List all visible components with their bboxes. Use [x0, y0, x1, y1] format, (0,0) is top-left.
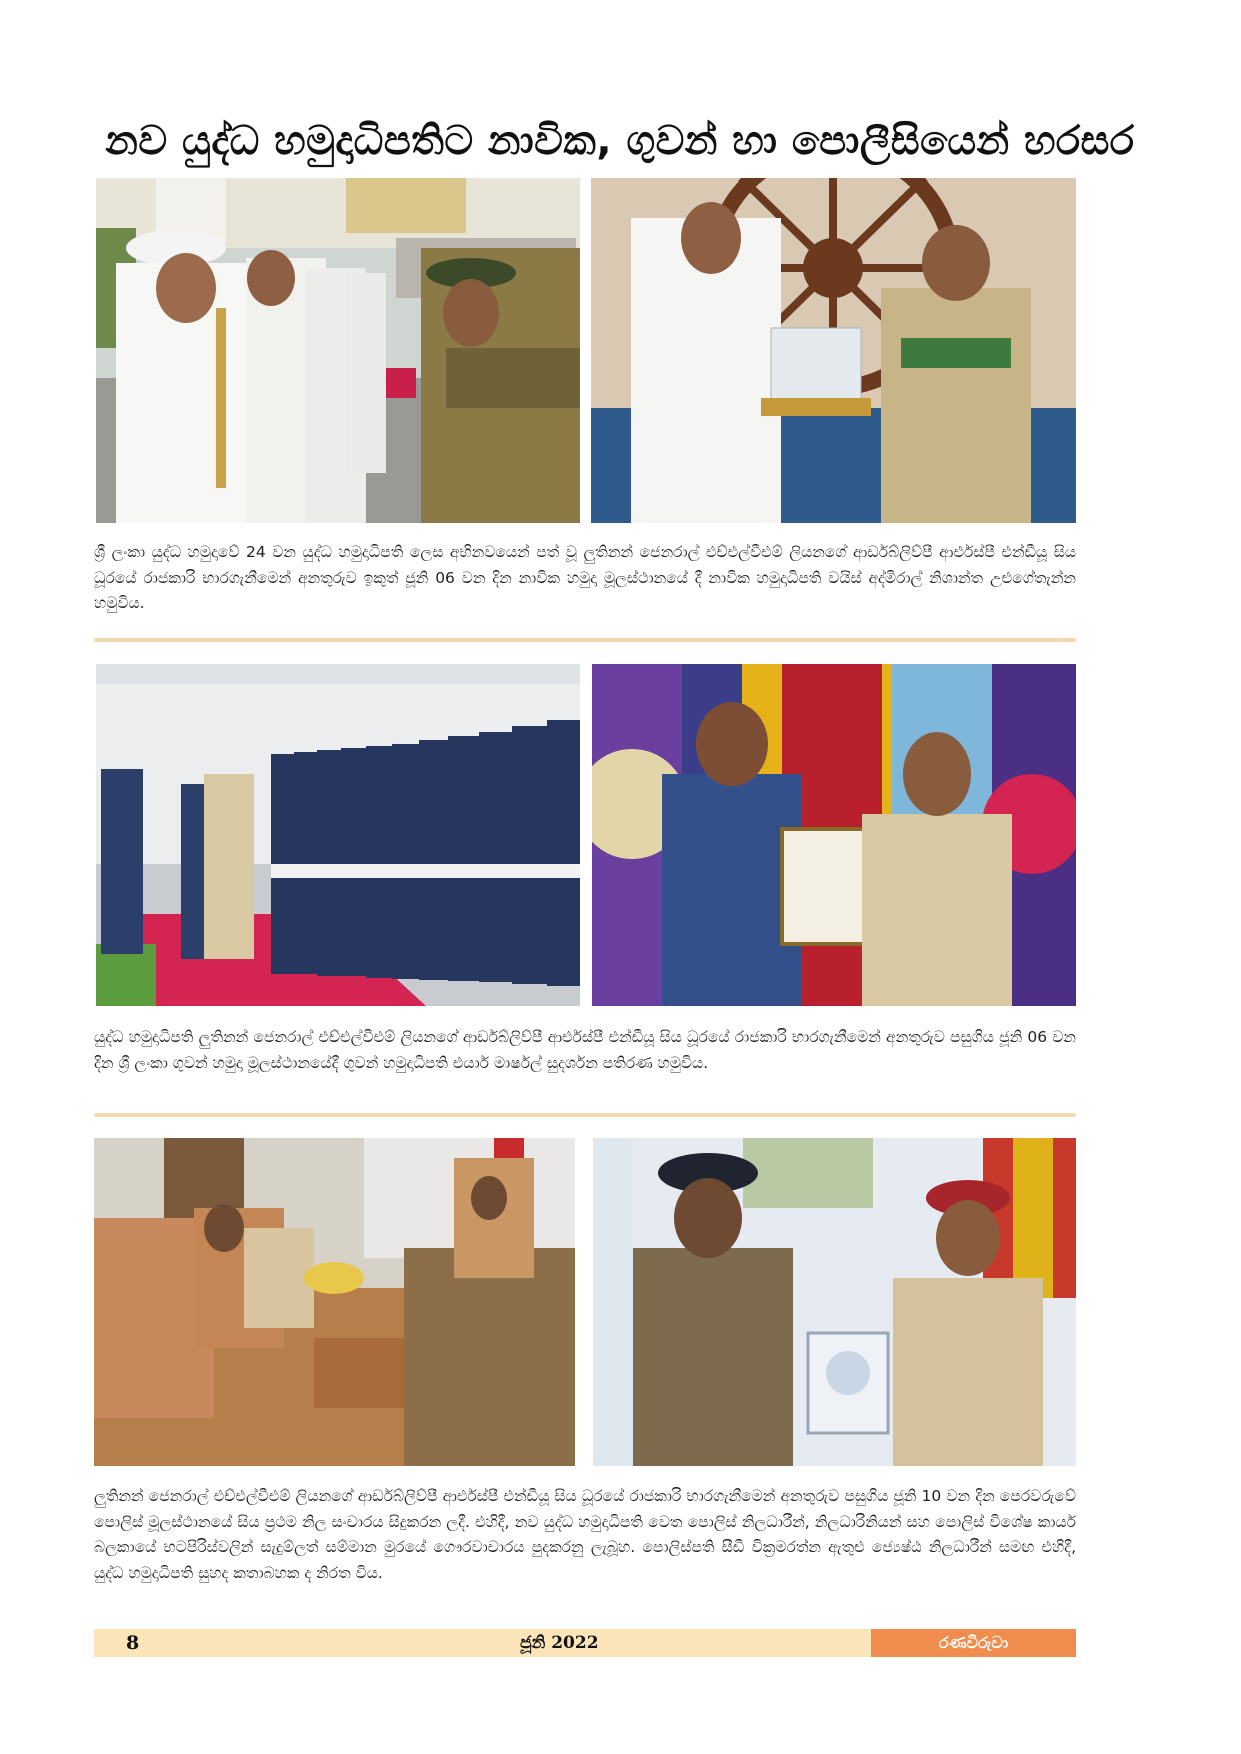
caption-police: ලුතිනන් ජෙනරාල් එච්එල්වීඑම් ලියනගේ ආර්ඩබ්ලිව්පී ආර්එස්පී එන්ඩීයූ සිය ධූරයේ රාජකාරි භාරගැනීමෙන් අනතුරුව පසුගිය ජූනි 10 වන දින පෙරවරුවේ පොලිස් මූලස්ථානයේ සිය ප්‍රථම නිල සංචාරය සිදුකරන ලදී. එහිදී, නව යුද්ධ හමුදාධිපති වෙත පොලිස් නිලධාරීන්, නිලධාරිනියන් සහ පොලිස් විශේෂ කාර්ය බලකායේ භටපිරිස්වලින් සැදුම්ලත් සම්මාන මුරයේ ගෞරවාචාරය පුදකරනු ලැබූහ. පොලිස්පති සීඩී වික්‍රමරත්න ඇතුළු ජ්‍යෙෂ්ඨ නිලධාරීන් සමඟ එහිදී, යුද්ධ හමුදාධිපති සුහද කතාබහක ද නිරත විය.	[94, 1487, 1076, 1582]
photo-airforce-memento	[592, 664, 1076, 1006]
caption-airforce: යුද්ධ හමුදාධිපති ලුතිනන් ජෙනරාල් එච්එල්වීඑම් ලියනගේ ආර්ඩබ්ලිව්පී ආර්එස්පී එන්ඩීයූ සිය ධූරයේ රාජකාරි භාරගැනීමෙන් අනතුරුව පසුගිය ජූනි 06 වන දින ශ්‍රී ලංකා ගුවන් හමුදා මූලස්ථානයේදී ගුවන් හමුදාධිපති එයාර් මාර්ෂල් සුදර්ශන පතිරණ හමුවිය.	[94, 1028, 1076, 1072]
photo-police-meeting	[94, 1138, 575, 1466]
caption-navy: ශ්‍රී ලංකා යුද්ධ හමුදාවේ 24 වන යුද්ධ හමුදාධිපති ලෙස අභිනවයෙන් පත් වූ ලුතිනන් ජෙනරාල් එච්එල්වීඑම් ලියනගේ ආර්ඩබ්ලිව්පී ආර්එස්පී එන්ඩීයූ සිය ධූරයේ රාජකාරි භාරගැනීමෙන් අනතුරුව ඉකුත් ජූනි 06 වන දින නාවික හමුදා මූලස්ථානයේ දී නාවික හමුදාධිපති වයිස් අද්මිරාල් නිශාන්ත උළුගේතැන්න හමුවිය.	[94, 543, 1076, 612]
issue-date: ජූනි 2022	[520, 1633, 599, 1653]
page-headline: නව යුද්ධ හමුදාධිපතිට නාවික, ගුවන් හා පොලීසියෙන් හරසර	[105, 118, 1135, 164]
photo-navy-handshake	[96, 178, 580, 523]
photo-police-memento	[593, 1138, 1076, 1466]
photo-airforce-guard-of-honour	[96, 664, 580, 1006]
divider-1	[94, 638, 1076, 642]
page-number: 8	[126, 1632, 140, 1654]
divider-2	[94, 1113, 1076, 1117]
photo-navy-memento	[591, 178, 1076, 523]
magazine-brand: රණවිරුවා	[871, 1629, 1076, 1657]
